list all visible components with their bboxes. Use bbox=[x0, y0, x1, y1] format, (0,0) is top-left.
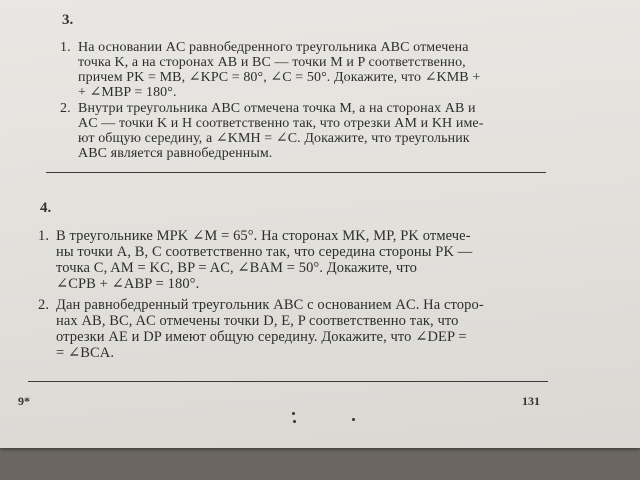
signature-mark: 9* bbox=[18, 394, 30, 408]
ink-dot bbox=[293, 420, 296, 423]
text-line: точка C, AM = KC, BP = AC, ∠BAM = 50°. Докажите, что bbox=[56, 260, 417, 276]
text-line: Дан равнобедренный треугольник ABC с основанием AC. На сторо- bbox=[56, 297, 484, 313]
text-line: + ∠MBP = 180°. bbox=[78, 85, 177, 100]
page-number: 131 bbox=[522, 394, 540, 408]
text-line: ны точки A, B, C соответственно так, что середина стороны PK — bbox=[56, 244, 473, 260]
text-line: точка K, а на сторонах AB и BC — точки M и P соответственно, bbox=[78, 55, 466, 70]
text-line: нах AB, BC, AC отмечены точки D, E, P соответственно так, что bbox=[56, 313, 459, 329]
problem-3-1 bbox=[60, 40, 538, 100]
text-line: На основании AC равнобедренного треугольника ABC отмечена bbox=[78, 40, 469, 55]
text-line: = ∠BCA. bbox=[56, 345, 115, 361]
text-line: ют общую середину, а ∠KMH = ∠C. Докажите, что треугольник bbox=[78, 131, 470, 146]
text-line: отрезки AE и DP имеют общую середину. Докажите, что ∠DEP = bbox=[56, 329, 467, 345]
ink-dot bbox=[292, 412, 295, 415]
footer-divider bbox=[28, 381, 548, 382]
text-line: В треугольнике MPK ∠M = 65°. На сторонах MK, MP, PK отмече- bbox=[56, 228, 471, 244]
section-3-label: 3. bbox=[62, 12, 74, 28]
text-line: причем PK = MB, ∠KPC = 80°, ∠C = 50°. Докажите, что ∠KMB + bbox=[78, 70, 481, 85]
section-4-label: 4. bbox=[40, 200, 52, 216]
text-line: Внутри треугольника ABC отмечена точка M, а на сторонах AB и bbox=[78, 101, 476, 116]
problem-4-1 bbox=[38, 228, 546, 292]
ink-dot bbox=[352, 418, 355, 421]
problem-number: 1. bbox=[38, 228, 50, 244]
problem-4-2 bbox=[38, 297, 546, 361]
text-line: ∠CPB + ∠ABP = 180°. bbox=[56, 276, 200, 292]
problem-3-2 bbox=[60, 101, 538, 161]
problem-number: 2. bbox=[38, 297, 50, 313]
problem-number: 2. bbox=[60, 101, 71, 116]
text-line: ABC является равнобедренным. bbox=[78, 146, 273, 161]
section-divider bbox=[46, 172, 546, 173]
text-line: AC — точки K и H соответственно так, что отрезки AM и KH име- bbox=[78, 116, 484, 131]
problem-number: 1. bbox=[60, 40, 71, 55]
